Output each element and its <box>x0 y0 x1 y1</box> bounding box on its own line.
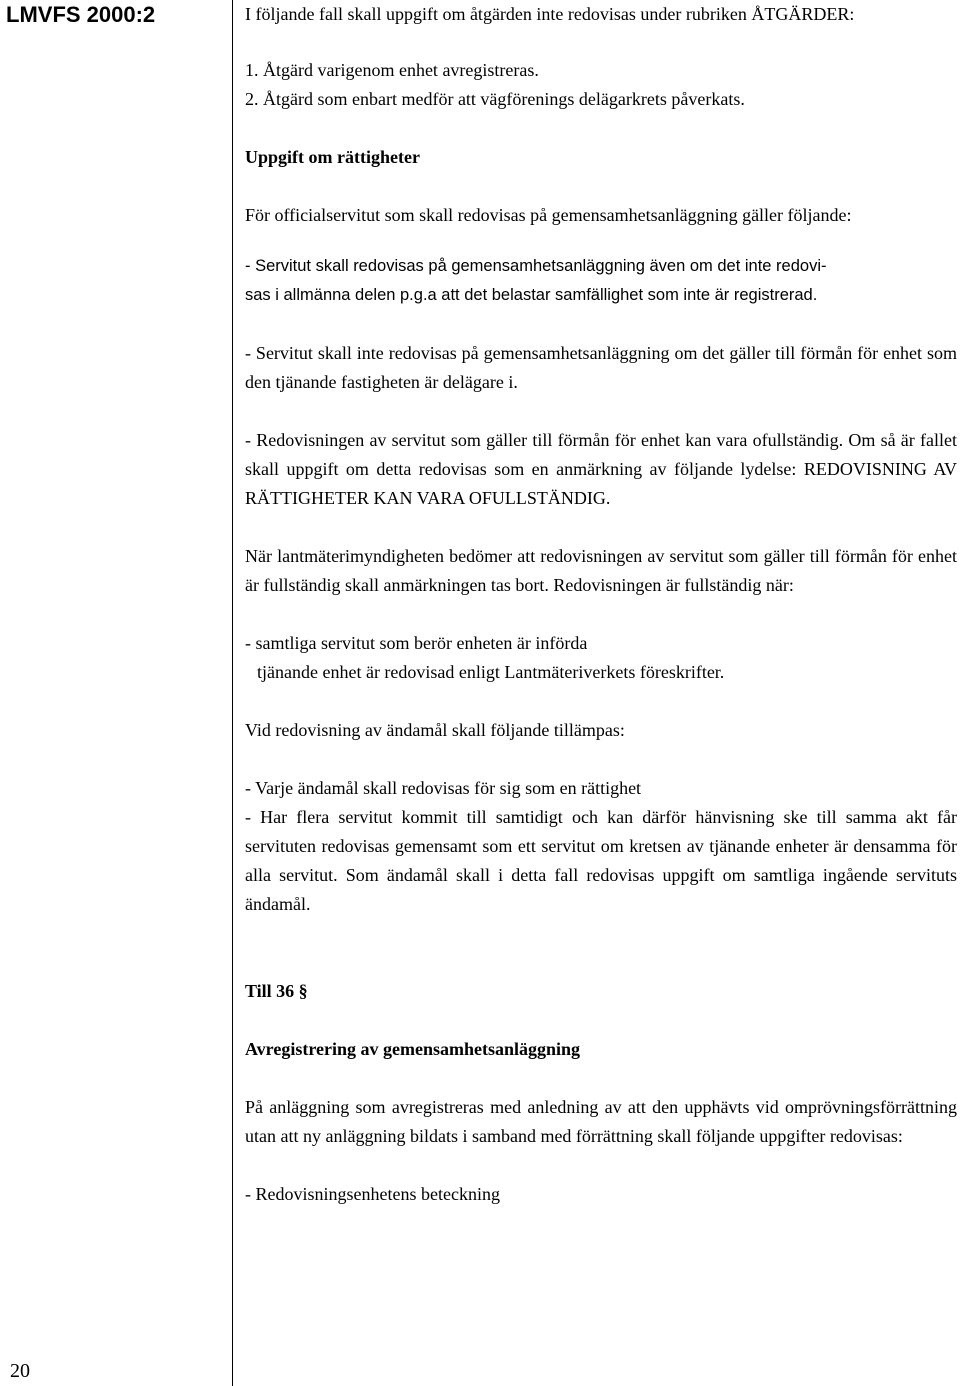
rights-intro: För officialservitut som skall redovisas på gemensamhetsanläggning gäller följande: <box>245 205 852 225</box>
intro-paragraph: I följande fall skall uppgift om åtgärden inte redovisas under rubriken ÅTGÄRDER: <box>245 4 855 24</box>
section-subheading: Avregistrering av gemensamhetsanläggning <box>245 1039 580 1059</box>
complete-condition-1: - samtliga servitut som berör enheten är införda <box>245 633 588 653</box>
section-list-item: - Redovisningsenhetens beteckning <box>245 1184 500 1204</box>
left-margin-column <box>0 0 233 1386</box>
rule-2-paragraph: - Servitut skall inte redovisas på gemensamhetsanläggning om det gäller till förmån för enhet som den tjänande fastigheten är delägare i. <box>245 343 957 392</box>
rule-3-paragraph: - Redovisningen av servitut som gäller till förmån för enhet kan vara ofullständig. Om så är fallet skall uppgift om detta redovisas som en anmärkning av följande lydelse: REDOVISNING AV RÄTTIGHETER KAN VARA OFULLSTÄNDIG. <box>245 430 957 508</box>
complete-paragraph: När lantmäterimyndigheten bedömer att redovisningen av servitut som gäller till förmån för enhet är fullständig skall anmärkningen tas bort. Redovisningen är fullständig när: <box>245 546 957 595</box>
complete-condition-2: tjänande enhet är redovisad enligt Lantmäteriverkets föreskrifter. <box>257 662 725 682</box>
list-item: 2. Åtgärd som enbart medför att vägförenings delägarkrets påverkats. <box>245 89 745 109</box>
rule-1-line-1: - Servitut skall redovisas på gemensamhetsanläggning även om det inte redovi- <box>245 257 827 275</box>
document-body <box>245 0 957 1209</box>
list-item: 1. Åtgärd varigenom enhet avregistreras. <box>245 60 539 80</box>
section-paragraph: På anläggning som avregistreras med anledning av att den upphävts vid omprövningsförrättning utan att ny anläggning bildats i samband med förrättning skall följande uppgifter redovisas: <box>245 1097 957 1146</box>
rule-1-line-2: sas i allmänna delen p.g.a att det belastar samfällighet som inte är registrerad. <box>245 286 818 304</box>
document-identifier: LMVFS 2000:2 <box>6 2 156 27</box>
purpose-rule-2: - Har flera servitut kommit till samtidigt och kan därför hänvisning ske till samma akt får servituten redovisas gemensamt som ett servitut om kretsen av tjänande enheter är densamma för alla servitut. Som ändamål skall i detta fall redovisas uppgift om samtliga ingående servituts ändamål. <box>245 807 957 914</box>
purpose-intro: Vid redovisning av ändamål skall följande tillämpas: <box>245 720 625 740</box>
page-number: 20 <box>10 1360 30 1382</box>
purpose-rule-1: - Varje ändamål skall redovisas för sig som en rättighet <box>245 778 642 798</box>
rights-heading: Uppgift om rättigheter <box>245 147 420 167</box>
section-heading: Till 36 § <box>245 981 308 1001</box>
